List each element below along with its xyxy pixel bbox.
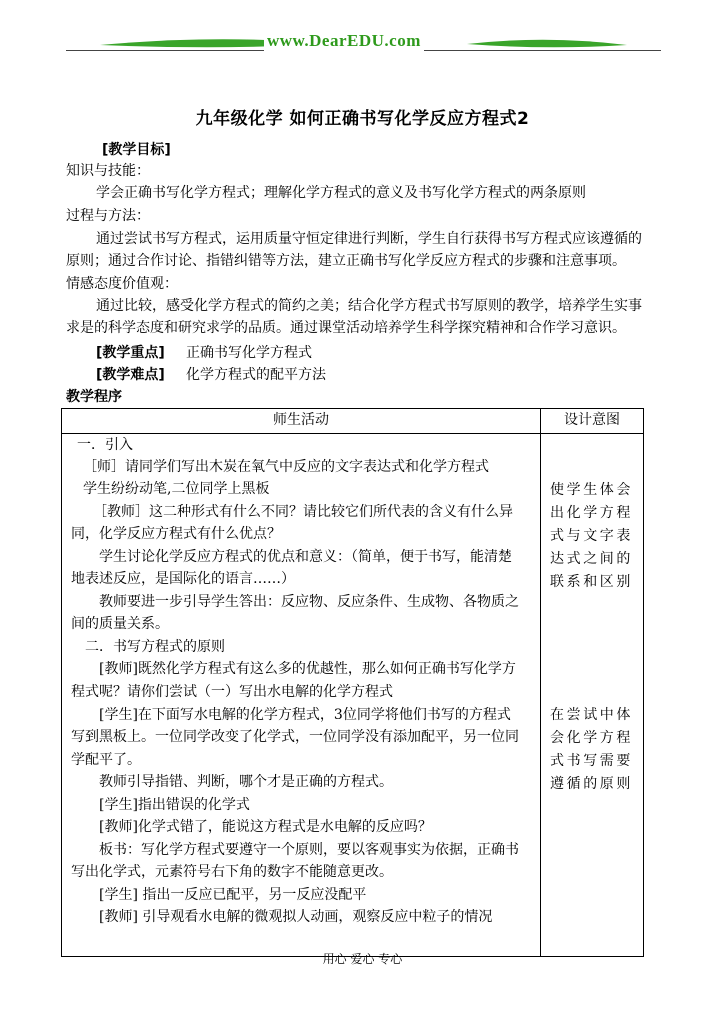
table-header-row xyxy=(62,409,644,434)
attitude-text-2: 求是的科学态度和研究求学的品质。通过课堂活动培养学生科学探究精神和合作学习意识。 xyxy=(66,320,626,336)
objectives-heading: [教学目标] xyxy=(102,142,171,158)
process-text-1: 通过尝试书写方程式，运用质量守恒定律进行判断，学生自行获得书写方程式应该遵循的 xyxy=(96,231,642,247)
activity-line: 学配平了。 xyxy=(71,752,141,768)
activity-line: 板书：写化学方程式要遵守一个原则，要以客观事实为依据，正确书 xyxy=(99,842,519,858)
procedure-table xyxy=(61,408,644,957)
attitude-label: 情感态度价值观： xyxy=(66,276,178,292)
activity-line: 同，化学反应方程式有什么优点？ xyxy=(71,526,281,542)
activity-line: 教师引导指错、判断，哪个才是正确的方程式。 xyxy=(99,774,393,790)
activity-line: 一．引入 xyxy=(77,437,133,453)
activity-line: 教师要进一步引导学生答出：反应物、反应条件、生成物、各物质之 xyxy=(99,594,519,610)
intent-text-2: 在尝试中体会化学方程式书写需要遵循的原则 xyxy=(550,707,633,792)
knowledge-text: 学会正确书写化学方程式；理解化学方程式的意义及书写化学方程式的两条原则 xyxy=(96,185,586,201)
page-footer: 用心 爱心 专心 xyxy=(322,952,403,966)
activity-line: ［教师］这二种形式有什么不同？请比较它们所代表的含义有什么异 xyxy=(93,504,513,520)
difficulty-text: 化学方程式的配平方法 xyxy=(186,367,326,383)
intent-cell xyxy=(541,434,644,957)
site-logo[interactable]: www.DearEDU.com xyxy=(264,31,424,51)
activity-line: 地表述反应，是国际化的语言……） xyxy=(71,571,295,587)
activity-line: [教师]化学式错了，能说这方程式是水电解的反应吗？ xyxy=(99,819,432,835)
page-title: 九年级化学 如何正确书写化学反应方程式2 xyxy=(195,109,530,129)
activity-line: 学生讨论化学反应方程式的优点和意义：（简单，便于书写，能清楚 xyxy=(99,549,512,565)
activity-line: [学生]指出错误的化学式 xyxy=(99,797,250,813)
table-row xyxy=(62,434,644,957)
activity-line: [学生] 指出一反应已配平，另一反应没配平 xyxy=(99,887,367,903)
knowledge-label: 知识与技能： xyxy=(66,163,150,179)
activity-line: 二．书写方程式的原则 xyxy=(85,639,225,655)
activities-cell xyxy=(62,434,541,957)
key-point-label: [教学重点] xyxy=(96,345,165,361)
activity-line: 间的质量关系。 xyxy=(71,616,169,632)
activity-line: 写出化学式，元素符号右下角的数字不能随意更改。 xyxy=(71,864,393,880)
activity-line: [教师]既然化学方程式有这么多的优越性，那么如何正确书写化学方 xyxy=(99,661,516,677)
col-header-activities: 师生活动 xyxy=(62,409,541,434)
procedure-heading: 教学程序 xyxy=(66,389,122,405)
process-text-2: 原则；通过合作讨论、指错纠错等方法，建立正确书写化学反应方程式的步骤和注意事项。 xyxy=(66,253,626,269)
activity-line: 程式呢？请你们尝试（一）写出水电解的化学方程式 xyxy=(71,684,393,700)
activity-line: 写到黑板上。一位同学改变了化学式，一位同学没有添加配平，另一位同 xyxy=(71,729,519,745)
activity-line: ［师］请同学们写出木炭在氧气中反应的文字表达式和化学方程式 xyxy=(83,459,489,475)
activity-line: 学生纷纷动笔,二位同学上黑板 xyxy=(83,481,270,497)
activity-line: [教师] 引导观看水电解的微观拟人动画，观察反应中粒子的情况 xyxy=(99,909,493,925)
key-point-text: 正确书写化学方程式 xyxy=(186,345,312,361)
intent-text-1: 使学生体会出化学方程式与文字表达式之间的联系和区别 xyxy=(550,482,633,590)
attitude-text-1: 通过比较，感受化学方程式的简约之美；结合化学方程式书写原则的教学，培养学生实事 xyxy=(96,298,642,314)
activity-line: [学生]在下面写水电解的化学方程式，3位同学将他们书写的方程式 xyxy=(99,707,511,723)
page-header xyxy=(66,28,661,58)
col-header-intent: 设计意图 xyxy=(541,409,644,434)
difficulty-label: [教学难点] xyxy=(96,367,165,383)
process-label: 过程与方法： xyxy=(66,208,150,224)
